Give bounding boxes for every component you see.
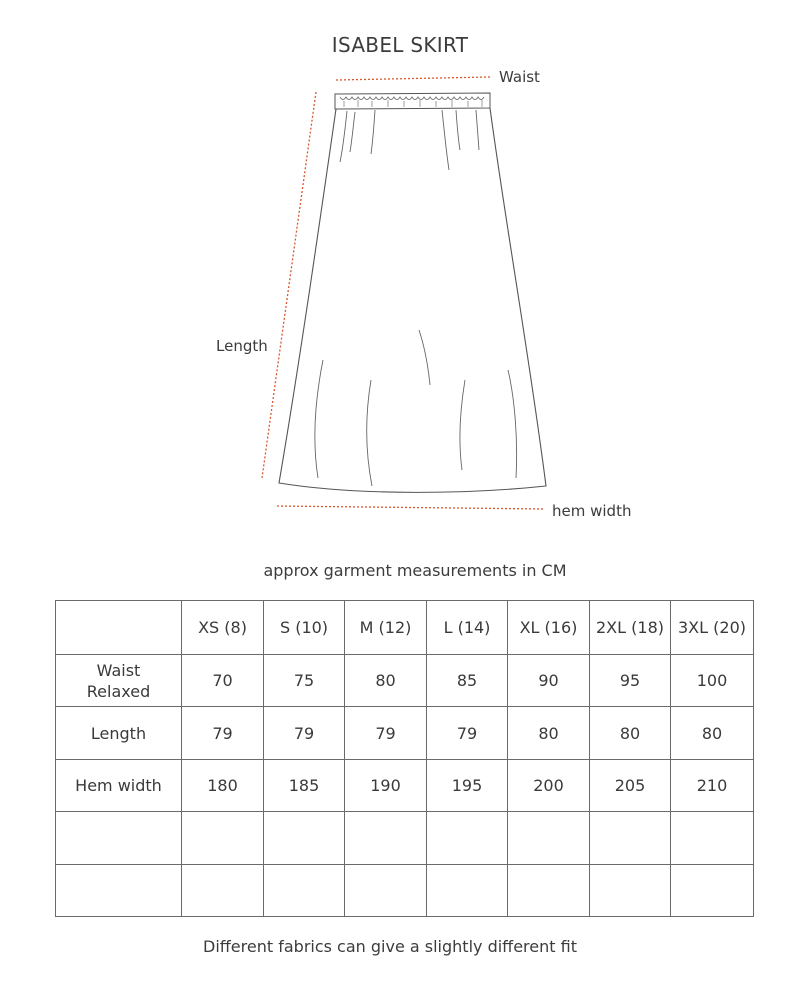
table-cell: 79: [182, 707, 264, 760]
header-cell: 2XL (18): [590, 601, 671, 655]
table-cell: 210: [671, 760, 754, 812]
row-label: [56, 655, 182, 707]
table-cell: 90: [508, 655, 590, 707]
table-cell: 79: [345, 707, 427, 760]
hem-width-label: hem width: [552, 502, 632, 520]
table-row: [56, 707, 754, 760]
table-cell: 79: [427, 707, 508, 760]
table-cell: [427, 865, 508, 917]
table-cell: 80: [508, 707, 590, 760]
table-cell: 79: [264, 707, 345, 760]
hem-measure-line: [277, 506, 545, 509]
table-cell: 80: [590, 707, 671, 760]
table-row: [56, 655, 754, 707]
table-cell: 185: [264, 760, 345, 812]
length-label: Length: [216, 337, 268, 355]
table-cell: 80: [671, 707, 754, 760]
table-cell: [671, 812, 754, 865]
table-row: [56, 812, 754, 865]
header-cell: S (10): [264, 601, 345, 655]
table-cell: [590, 812, 671, 865]
row-label: Hem width: [56, 760, 182, 812]
table-cell: 95: [590, 655, 671, 707]
header-cell: XS (8): [182, 601, 264, 655]
row-label: [56, 812, 182, 865]
header-cell: [56, 601, 182, 655]
table-cell: 205: [590, 760, 671, 812]
table-cell: [590, 865, 671, 917]
page-title: ISABEL SKIRT: [331, 33, 469, 57]
row-label-line: Waist: [96, 660, 141, 680]
table-cell: [182, 865, 264, 917]
row-label-line: Relaxed: [86, 681, 151, 701]
header-cell: 3XL (20): [671, 601, 754, 655]
table-cell: [427, 812, 508, 865]
table-cell: 200: [508, 760, 590, 812]
table-cell: [345, 865, 427, 917]
table-cell: 70: [182, 655, 264, 707]
waist-label: Waist: [499, 68, 540, 86]
table-cell: 195: [427, 760, 508, 812]
table-row: [56, 760, 754, 812]
skirt-outline: [279, 108, 546, 492]
row-label: [56, 865, 182, 917]
table-cell: 80: [345, 655, 427, 707]
table-cell: 190: [345, 760, 427, 812]
table-cell: [264, 812, 345, 865]
table-caption: approx garment measurements in CM: [263, 561, 567, 580]
table-cell: [671, 865, 754, 917]
table-cell: 75: [264, 655, 345, 707]
table-cell: [345, 812, 427, 865]
table-cell: [182, 812, 264, 865]
table-cell: 85: [427, 655, 508, 707]
header-cell: XL (16): [508, 601, 590, 655]
table-cell: 180: [182, 760, 264, 812]
size-chart-table: [55, 600, 754, 917]
waistband-gathers: [340, 97, 484, 100]
fit-note: Different fabrics can give a slightly different fit: [203, 937, 577, 956]
table-cell: [508, 812, 590, 865]
row-label: Length: [56, 707, 182, 760]
table-cell: [508, 865, 590, 917]
table-header-row: [56, 601, 754, 655]
waist-measure-line: [336, 77, 490, 80]
header-cell: M (12): [345, 601, 427, 655]
table-row: [56, 865, 754, 917]
table-cell: 100: [671, 655, 754, 707]
table-cell: [264, 865, 345, 917]
header-cell: L (14): [427, 601, 508, 655]
